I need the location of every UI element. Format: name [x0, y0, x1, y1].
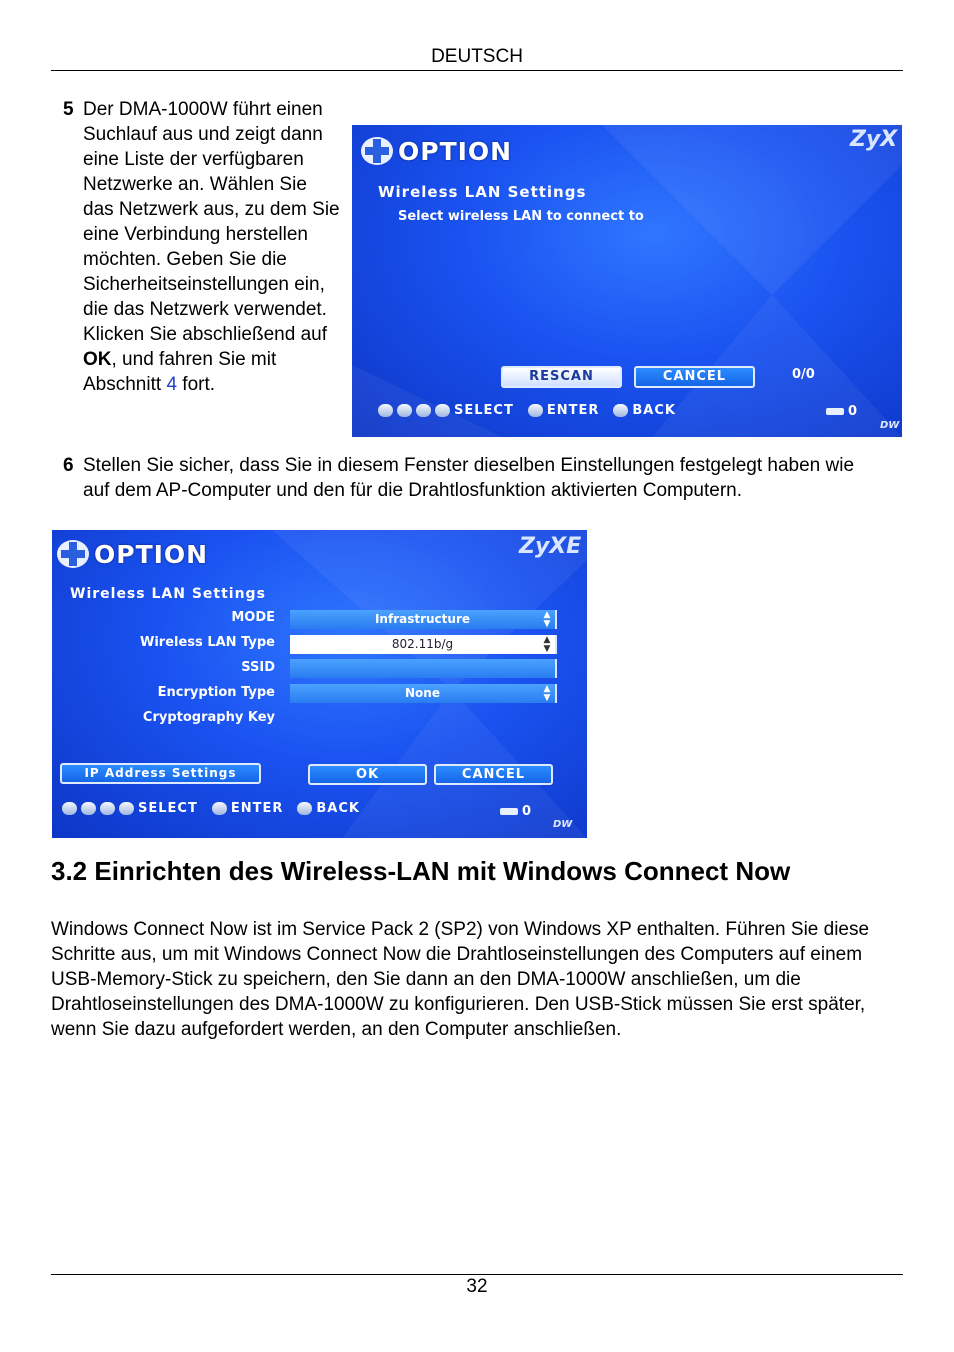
mode-select[interactable] [290, 610, 557, 629]
mode-spinner-icon: ▲ ▼ [543, 610, 551, 629]
battery-value-2: 0 [522, 804, 533, 819]
back-button-icon-2 [297, 802, 312, 815]
encryption-spinner-icon: ▲ ▼ [543, 684, 551, 703]
right-arrow-icon-2 [119, 802, 134, 815]
screen2-cancel-button[interactable]: CANCEL [434, 764, 553, 785]
step-5-number: 5 [63, 99, 74, 120]
option-title-2: OPTION [94, 539, 209, 569]
corner-mark-2: DW [553, 819, 573, 830]
back-button-icon [613, 404, 628, 417]
right-arrow-icon [435, 404, 450, 417]
select-hint-2: SELECT [138, 801, 198, 816]
battery-icon-2 [500, 808, 518, 815]
section-paragraph: Windows Connect Now ist im Service Pack 2 (SP2) von Windows XP enthalten. Führen Sie diese Schritte aus, um mit Windows Connect Now die Drahtloseinstellungen des Computers auf einem USB-Memory-Stick zu speichern, den Sie dann an den DMA-1000W anschließen, um die Drahtloseinstellungen des DMA-1000W zu konfigurieren. Den USB-Stick müssen Sie erst später, wenn Sie dazu aufgefordert werden, an den Computer anschließen. [51, 919, 870, 1040]
crypto-key-label: Cryptography Key [142, 710, 275, 725]
section-heading: 3.2 Einrichten des Wireless-LAN mit Windows Connect Now [51, 856, 791, 886]
screen1-hint-bar [378, 403, 676, 418]
screen2-battery [500, 804, 532, 819]
up-arrow-icon [378, 404, 393, 417]
screenshot-wireless-settings [52, 530, 587, 838]
network-counter: 0/0 [792, 367, 815, 382]
encryption-select[interactable] [290, 684, 557, 703]
option-title: OPTION [398, 136, 513, 166]
option-logo [360, 135, 512, 167]
ok-button[interactable]: OK [308, 764, 427, 785]
select-hint: SELECT [454, 403, 514, 418]
mode-value: Infrastructure [374, 612, 471, 626]
left-arrow-icon-2 [100, 802, 115, 815]
dpad-icon-2 [56, 538, 90, 570]
screenshot-wireless-scan [352, 125, 902, 437]
step-5-bold-ok: OK [83, 349, 112, 370]
enter-hint-2: ENTER [230, 801, 284, 816]
step-6 [63, 453, 883, 503]
enter-button-icon-2 [212, 802, 227, 815]
step-5-text-b: , und fahren Sie mit Abschnitt [83, 349, 277, 395]
zyxel-brand-2: ZyXE [519, 534, 582, 559]
zyxel-brand: ZyX [850, 127, 898, 152]
down-arrow-icon-2 [81, 802, 96, 815]
enter-button-icon [528, 404, 543, 417]
lan-type-spinner-icon: ▲ ▼ [543, 635, 551, 654]
page-header-label: DEUTSCH [431, 46, 523, 67]
battery-value: 0 [848, 404, 859, 419]
back-hint: BACK [632, 403, 676, 418]
option-logo-2 [56, 538, 208, 570]
lan-type-label: Wireless LAN Type [140, 635, 275, 650]
up-arrow-icon-2 [62, 802, 77, 815]
down-arrow-icon [397, 404, 412, 417]
dpad-icon [360, 135, 394, 167]
ssid-input[interactable] [290, 659, 557, 678]
section-4-link[interactable]: 4 [166, 374, 178, 395]
step-6-text: Stellen Sie sicher, dass Sie in diesem Fenster dieselben Einstellungen festgelegt haben wie auf dem AP-Computer und den für die Drahtlosfunktion aktivierten Computern. [83, 455, 855, 501]
background-x-decoration [352, 125, 902, 437]
enter-hint: ENTER [546, 403, 600, 418]
screen1-heading: Wireless LAN Settings [378, 183, 587, 201]
screen1-battery [826, 404, 858, 419]
mode-label: MODE [231, 610, 275, 625]
screen2-hint-bar [62, 801, 360, 816]
lan-type-value: 802.11b/g [391, 637, 454, 651]
back-hint-2: BACK [316, 801, 360, 816]
lan-type-select[interactable] [290, 635, 557, 654]
header-rule [51, 70, 903, 71]
rescan-button[interactable]: RESCAN [501, 366, 622, 388]
encryption-label: Encryption Type [157, 685, 275, 700]
ip-address-settings-button[interactable]: IP Address Settings [60, 763, 261, 784]
step-6-number: 6 [63, 455, 74, 476]
corner-mark: DW [880, 420, 900, 431]
battery-icon [826, 408, 844, 415]
step-5-text-a: Der DMA-1000W führt einen Suchlauf aus und zeigt dann eine Liste der verfügbaren Netzwerke an. Wählen Sie das Netzwerk aus, zu dem Sie eine Verbindung herstellen möchten. Geben Sie die Sicherheitseinstellungen ein, die das Netzwerk verwendet. Klicken Sie abschließend auf [83, 99, 340, 345]
step-5-text-c: fort. [177, 374, 216, 395]
left-arrow-icon [416, 404, 431, 417]
screen1-cancel-button[interactable]: CANCEL [634, 366, 755, 388]
screen1-subheading: Select wireless LAN to connect to [398, 209, 644, 224]
page-number: 32 [466, 1276, 488, 1297]
screen2-heading: Wireless LAN Settings [70, 586, 266, 602]
step-5 [63, 97, 341, 397]
ssid-label: SSID [241, 660, 275, 675]
footer-rule [51, 1274, 903, 1275]
encryption-value: None [405, 686, 440, 700]
